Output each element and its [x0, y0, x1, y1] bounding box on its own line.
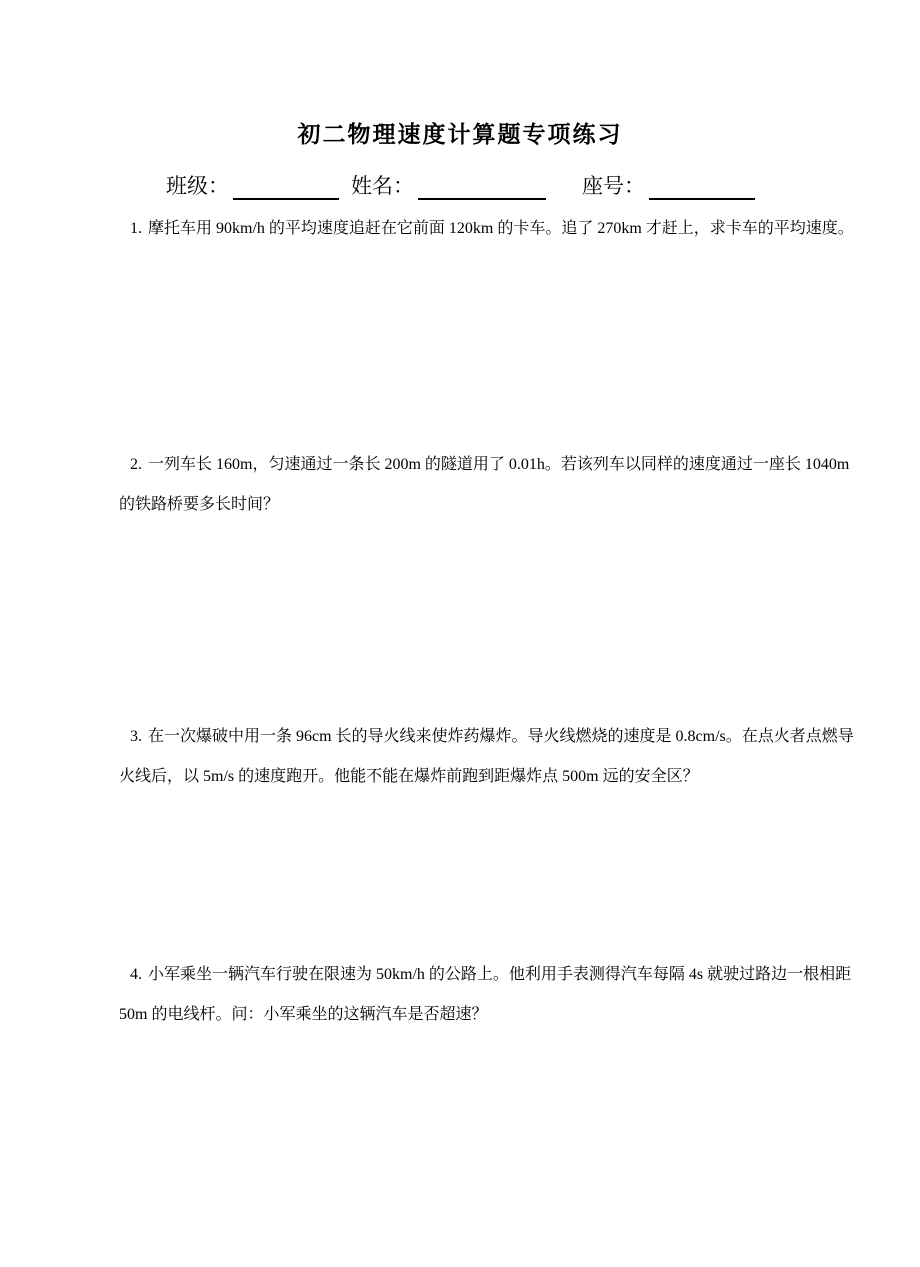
question-4-text: 小军乘坐一辆汽车行驶在限速为 50km/h 的公路上。他利用手表测得汽车每隔 4s 就驶过路边一根相距 50m 的电线杆。问：小军乘坐的这辆汽车是否超速？ — [119, 966, 852, 1023]
question-2-number: 2. — [130, 456, 142, 473]
question-1-text: 摩托车用 90km/h 的平均速度追赶在它前面 120km 的卡车。追了 270km 才赶上，求卡车的平均速度。 — [148, 220, 854, 237]
question-3-number: 3. — [130, 728, 142, 745]
seat-number-label: 座号： — [582, 174, 645, 198]
question-4-number: 4. — [130, 966, 142, 983]
seat-number-blank[interactable] — [649, 176, 755, 200]
question-2-text: 一列车长 160m，匀速通过一条长 200m 的隧道用了 0.01h。若该列车以同样的速度通过一座长 1040m 的铁路桥要多长时间？ — [119, 456, 850, 513]
question-2 — [119, 445, 859, 525]
question-1-number: 1. — [130, 220, 142, 237]
name-label: 姓名： — [351, 174, 414, 198]
class-blank[interactable] — [233, 176, 339, 200]
question-4 — [119, 955, 859, 1035]
class-label: 班级： — [166, 174, 229, 198]
question-3-text: 在一次爆破中用一条 96cm 长的导火线来使炸药爆炸。导火线燃烧的速度是 0.8cm/s。在点火者点燃导火线后，以 5m/s 的速度跑开。他能不能在爆炸前跑到距爆炸点 500m 远的安全区？ — [119, 728, 854, 785]
page-title: 初二物理速度计算题专项练习 — [297, 121, 623, 148]
name-blank[interactable] — [418, 176, 546, 200]
question-3 — [119, 717, 859, 797]
question-1 — [119, 209, 859, 249]
student-info-fields — [166, 168, 755, 200]
